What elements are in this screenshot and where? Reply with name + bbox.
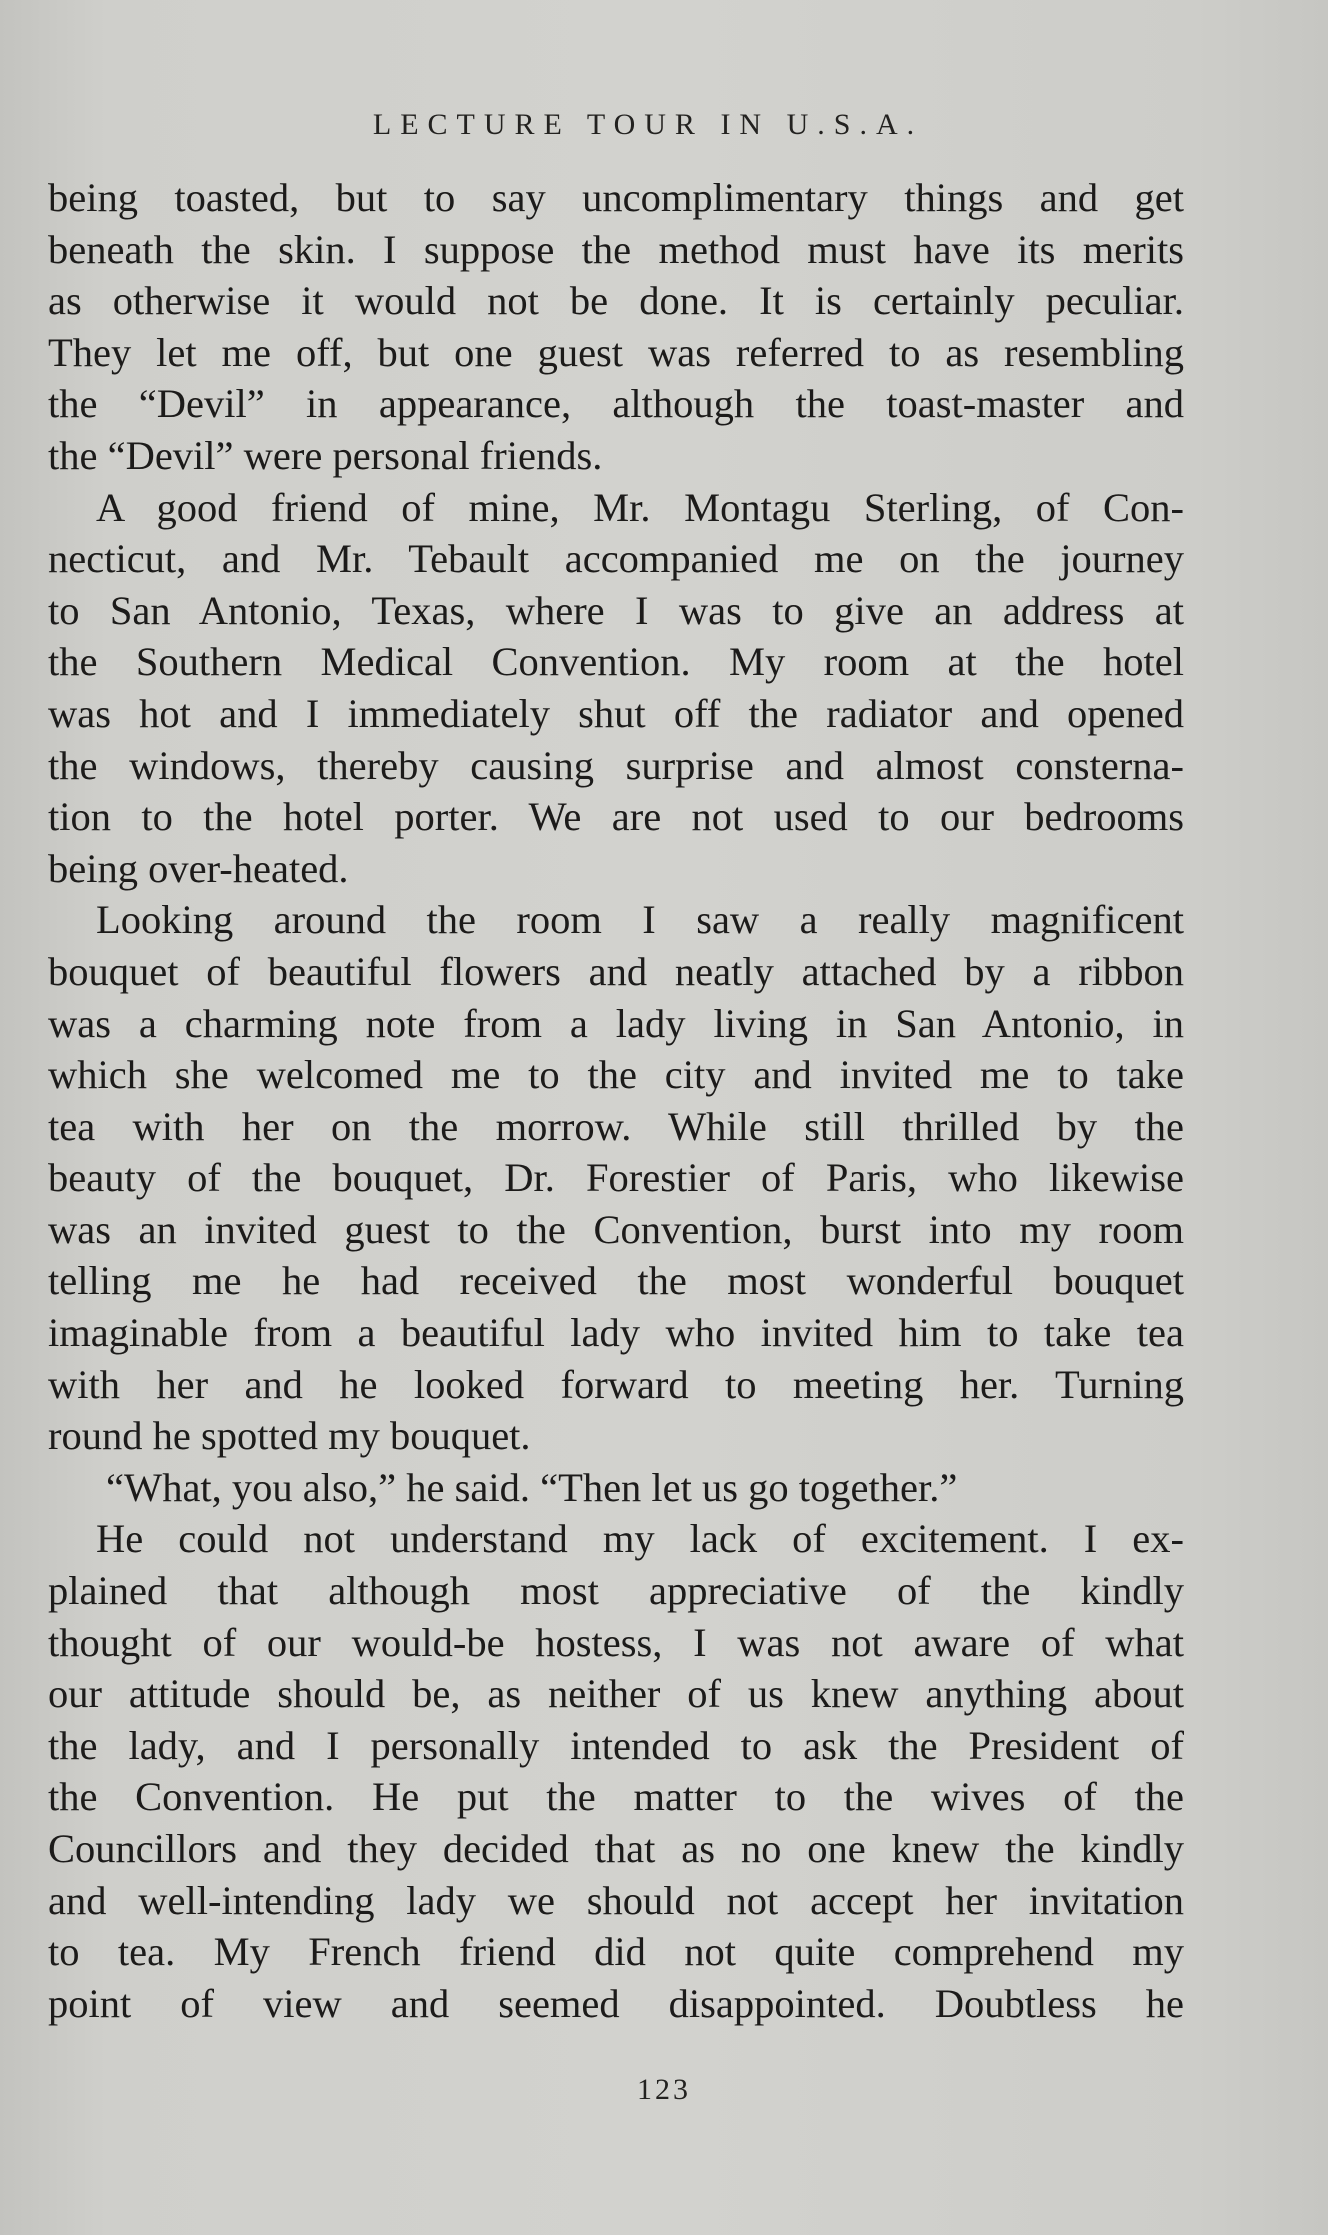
text-line: being toasted, but to say uncomplimentary things and get [48, 175, 1184, 220]
text-line: plained that although most appreciative of the kindly [48, 1568, 1184, 1614]
text-line: and well-intending lady we should not accept her invitation [48, 1877, 1184, 1923]
running-head: LECTURE TOUR IN U.S.A. [372, 108, 924, 141]
text-line: Councillors and they decided that as no one knew the kindly [48, 1826, 1184, 1871]
text-line: the lady, and I personally intended to ask the President of [48, 1722, 1184, 1768]
page-number: 123 [637, 2073, 691, 2106]
text-line: tea with her on the morrow. While still thrilled by the [48, 1103, 1184, 1149]
text-line: round he spotted my bouquet. [48, 1413, 531, 1459]
text-line: He could not understand my lack of excitement. I ex- [96, 1516, 1184, 1562]
text-line: bouquet of beautiful flowers and neatly attached by a ribbon [48, 948, 1184, 994]
text-line: beneath the skin. I suppose the method must have its merits [48, 226, 1184, 272]
text-line: the “Devil” were personal friends. [48, 432, 603, 478]
text-line: the Southern Medical Convention. My room at the hotel [48, 639, 1184, 685]
text-line: necticut, and Mr. Tebault accompanied me on the journey [48, 536, 1184, 582]
text-line: Looking around the room I saw a really magnificent [96, 897, 1184, 943]
text-line: was a charming note from a lady living in San Antonio, in [48, 1000, 1184, 1046]
text-line: “What, you also,” he said. “Then let us go together.” [106, 1464, 958, 1510]
text-line: the windows, thereby causing surprise and almost consterna- [48, 742, 1184, 788]
text-line: beauty of the bouquet, Dr. Forestier of Paris, who likewise [48, 1155, 1184, 1201]
text-line: telling me he had received the most wonderful bouquet [48, 1258, 1184, 1304]
text-line: which she welcomed me to the city and invited me to take [48, 1052, 1184, 1098]
text-line: imaginable from a beautiful lady who invited him to take tea [48, 1310, 1184, 1356]
text-line: as otherwise it would not be done. It is certainly peculiar. [48, 278, 1184, 324]
text-line: being over-heated. [48, 845, 349, 891]
text-line: our attitude should be, as neither of us knew anything about [48, 1671, 1184, 1717]
text-line: thought of our would-be hostess, I was not aware of what [48, 1619, 1184, 1665]
text-line: to tea. My French friend did not quite comprehend my [48, 1929, 1184, 1975]
text-line: point of view and seemed disappointed. Doubtless he [48, 1980, 1184, 2026]
text-line: was an invited guest to the Convention, burst into my room [48, 1206, 1184, 1252]
text-line: A good friend of mine, Mr. Montagu Sterling, of Con- [96, 484, 1184, 530]
text-line: was hot and I immediately shut off the radiator and opened [48, 690, 1184, 736]
body-text [48, 172, 1184, 2029]
text-line: the Convention. He put the matter to the wives of the [48, 1774, 1184, 1820]
text-line: They let me off, but one guest was referred to as resembling [48, 329, 1184, 375]
text-line: tion to the hotel porter. We are not used to our bedrooms [48, 794, 1184, 840]
text-line: the “Devil” in appearance, although the toast-master and [48, 381, 1184, 427]
text-line: with her and he looked forward to meeting her. Turning [48, 1361, 1184, 1407]
text-line: to San Antonio, Texas, where I was to give an address at [48, 587, 1184, 633]
